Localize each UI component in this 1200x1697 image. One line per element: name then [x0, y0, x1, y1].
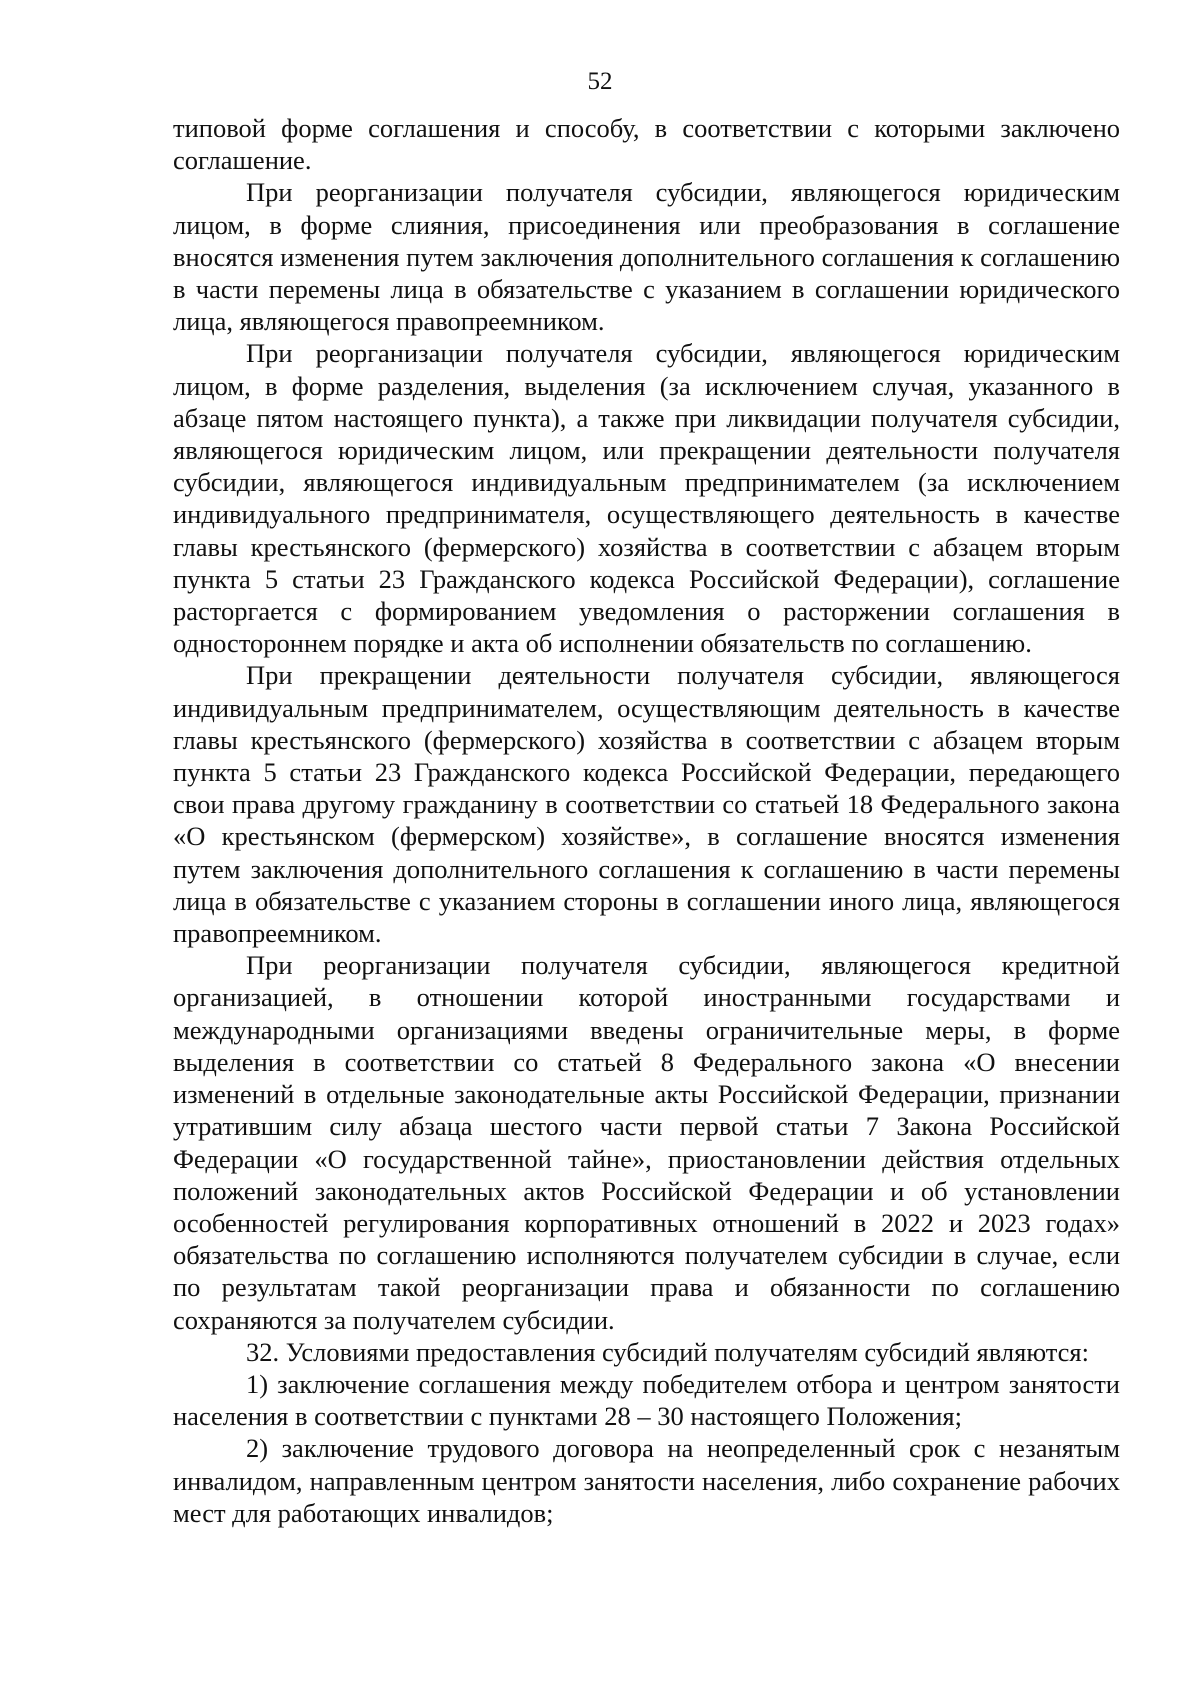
paragraph-continuation: типовой форме соглашения и способу, в соответствии с которыми заключено соглашение. [173, 113, 1120, 176]
paragraph-termination-farm-head: При прекращении деятельности получателя субсидии, являющегося индивидуальным предпринимателем, осуществляющим деятельность в качестве главы крестьянского (фермерского) хозяйства в соответствии с абзацем вторым пункта 5 статьи 23 Гражданского кодекса Российской Федерации, передающего свои права другому гражданину в соответствии со статьей 18 Федерального закона «О крестьянском (фермерском) хозяйстве», в соглашение вносятся изменения путем заключения дополнительного соглашения к соглашению в части перемены лица в обязательстве с указанием стороны в соглашении иного лица, являющегося правопреемником. [173, 660, 1120, 949]
paragraph-condition-2: 2) заключение трудового договора на неопределенный срок с незанятым инвалидом, направленным центром занятости населения, либо сохранение рабочих мест для работающих инвалидов; [173, 1433, 1120, 1528]
paragraph-condition-1: 1) заключение соглашения между победителем отбора и центром занятости населения в соответствии с пунктами 28 – 30 настоящего Положения; [173, 1368, 1120, 1432]
document-body [173, 112, 1120, 1529]
paragraph-reorganization-merger: При реорганизации получателя субсидии, являющегося юридическим лицом, в форме слияния, присоединения или преобразования в соглашение вносятся изменения путем заключения дополнительного соглашения к соглашению в части перемены лица в обязательстве с указанием в соглашении юридического лица, являющегося правопреемником. [173, 177, 1120, 337]
paragraph-item-32: 32. Условиями предоставления субсидий получателям субсидий являются: [246, 1336, 1089, 1367]
paragraph-reorganization-division: При реорганизации получателя субсидии, являющегося юридическим лицом, в форме разделения, выделения (за исключением случая, указанного в абзаце пятом настоящего пункта), а также при ликвидации получателя субсидии, являющегося юридическим лицом, или прекращении деятельности получателя субсидии, являющегося индивидуальным предпринимателем (за исключением индивидуального предпринимателя, осуществляющего деятельность в качестве главы крестьянского (фермерского) хозяйства в соответствии с абзацем вторым пункта 5 статьи 23 Гражданского кодекса Российской Федерации), соглашение расторгается с формированием уведомления о расторжении соглашения в одностороннем порядке и акта об исполнении обязательств по соглашению. [173, 338, 1120, 659]
paragraph-reorganization-credit-org: При реорганизации получателя субсидии, являющегося кредитной организацией, в отношении которой иностранными государствами и международными организациями введены ограничительные меры, в форме выделения в соответствии со статьей 8 Федерального закона «О внесении изменений в отдельные законодательные акты Российской Федерации, признании утратившим силу абзаца шестого части первой статьи 7 Закона Российской Федерации «О государственной тайне», приостановлении действия отдельных положений законодательных актов Российской Федерации и об установлении особенностей регулирования корпоративных отношений в 2022 и 2023 годах» обязательства по соглашению исполняются получателем субсидии в случае, если по результатам такой реорганизации права и обязанности по соглашению сохраняются за получателем субсидии. [173, 950, 1120, 1335]
page-number: 52 [587, 68, 613, 95]
